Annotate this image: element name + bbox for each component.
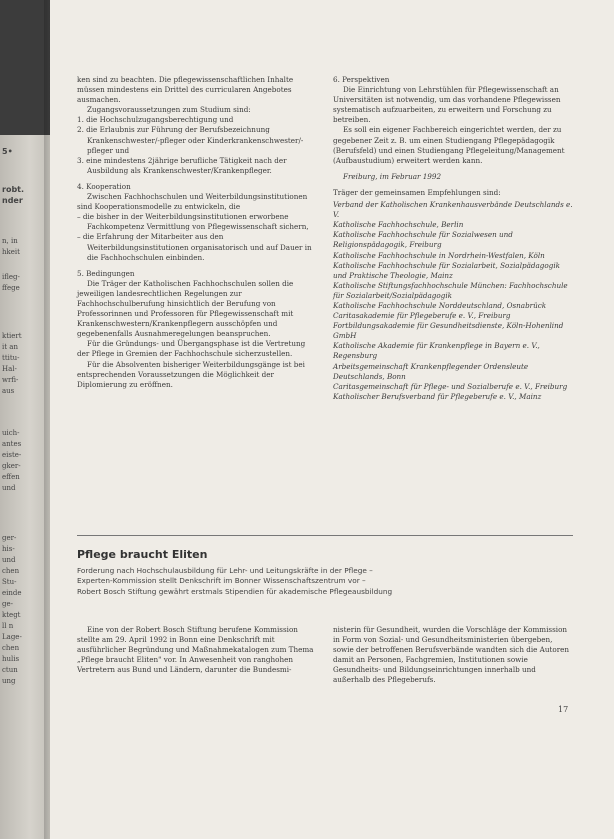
gutter-text-fragment: und xyxy=(2,556,16,564)
gutter-text-fragment: 5• xyxy=(2,147,13,156)
list-item: – die Erfahrung der Mitarbeiter aus den Weiterbildungsinstitutionen organisatorisch und auf Dauer in die Fachhochschulen einbinden. xyxy=(77,232,312,262)
paragraph: Eine von der Robert Bosch Stiftung berufene Kommission stellte am 29. April 1992 in Bonn eine Denkschrift mit ausführlicher Begründung und Maßnahmekatalogen zum Thema „Pflege braucht Eliten" vor. In Anwesenheit von ranghohen Vertretern aus Bund und Ländern, darunter die Bundesmi- xyxy=(77,625,314,675)
gutter-text-fragment: ifleg- xyxy=(2,273,20,281)
left-column xyxy=(77,75,317,390)
gutter-dark-band xyxy=(0,0,50,135)
gutter-text-fragment: Lage- xyxy=(2,633,22,641)
gutter-text-fragment: n, in xyxy=(2,237,18,245)
gutter-text-fragment: einde xyxy=(2,589,22,597)
gutter-text-fragment: ung xyxy=(2,677,16,685)
gutter-text-fragment: chen xyxy=(2,644,20,652)
subtitle-line: Experten-Kommission stellt Denkschrift im Bonner Wissenschaftszentrum vor – xyxy=(77,576,366,586)
signatory: Arbeitsgemeinschaft Krankenpflegender Ordensleute Deutschlands, Bonn xyxy=(333,361,529,381)
article-title: Pflege braucht Eliten xyxy=(77,548,208,561)
gutter-text-fragment: hkeit xyxy=(2,248,20,256)
gutter-text-fragment: chen xyxy=(2,567,20,575)
list-item: 2. die Erlaubnis zur Führung der Berufsbezeichnung Krankenschwester/-pfleger oder Kinderkrankenschwester/-pfleger und xyxy=(77,125,304,155)
list-item: 3. eine mindestens 2jährige berufliche Tätigkeit nach der Ausbildung als Krankenschwester/Krankenpfleger. xyxy=(77,155,287,175)
article-subtitle xyxy=(77,566,577,597)
gutter-text-fragment: gker- xyxy=(2,462,21,470)
list-item: 1. die Hochschulzugangsberechtigung und xyxy=(77,115,234,125)
gutter-text-fragment: wrfi- xyxy=(2,376,19,384)
gutter-text-fragment: it an xyxy=(2,343,18,351)
subtitle-line: Robert Bosch Stiftung gewährt erstmals Stipendien für akademische Pflegeausbildung xyxy=(77,586,393,596)
gutter-text-fragment: Hal- xyxy=(2,365,17,373)
signatory: Katholischer Berufsverband für Pflegeberufe e. V., Mainz xyxy=(333,391,542,401)
signatory: Katholische Fachhochschule für Sozialarbeit, Sozialpädagogik und Praktische Theologie, Mainz xyxy=(333,260,560,280)
gutter-text-fragment: hulis xyxy=(2,655,20,663)
signatory: Caritasakademie für Pflegeberufe e. V., Freiburg xyxy=(333,311,511,321)
gutter-text-fragment: antes xyxy=(2,440,22,448)
page-number: 17 xyxy=(558,705,569,714)
signatory: Katholische Fachhochschule für Sozialwesen und Religionspädagogik, Freiburg xyxy=(333,230,513,250)
gutter-text-fragment: his- xyxy=(2,545,15,553)
gutter-text-fragment: ktiert xyxy=(2,332,22,340)
gutter-text-fragment: nder xyxy=(2,196,23,205)
gutter-text-fragment: robt. xyxy=(2,185,25,194)
signatory: Katholische Fachhochschule Norddeutschland, Osnabrück xyxy=(333,300,547,310)
section-divider xyxy=(77,535,573,536)
right-column xyxy=(333,75,573,402)
list-item: – die bisher in der Weiterbildungsinstitutionen erworbene Fachkompetenz Vermittlung von Pflegewissenschaft sichern, xyxy=(77,212,309,232)
gutter-text-fragment: effen xyxy=(2,473,20,481)
paragraph: Zwischen Fachhochschulen und Weiterbildungsinstitutionen sind Kooperationsmodelle zu entwickeln, die xyxy=(77,192,308,212)
gutter-text-fragment: eiste- xyxy=(2,451,22,459)
signatories-intro: Träger der gemeinsamen Empfehlungen sind: xyxy=(333,187,501,197)
paragraph: Die Einrichtung von Lehrstühlen für Pflegewissenschaft an Universitäten ist notwendig, um das vorhandene Pflegewissen systematisch aufzuarbeiten, zu erweitern und Forschung zu betreiben. xyxy=(333,85,561,125)
paragraph: Es soll ein eigener Fachbereich eingerichtet werden, der zu gegebener Zeit z. B. um einen Studiengang Pflegepädagogik (Berufsfeld) und einen Studiengang Pflegeleitung/Management (Aufbaustudium) erweitert werden kann. xyxy=(333,125,565,165)
signatories-list xyxy=(333,200,573,402)
paragraph: Die Träger der Katholischen Fachhochschulen sollen die jeweiligen landesrechtlichen Regelungen zur Fachhochschulberufung hinsichtlich der Berufung von Professorinnen und Professoren für Pflegewissenschaft mit Krankenschwestern/Krankenpflegern ausschöpfen und gegebenenfalls Ausnahmeregelungen beanspruchen. xyxy=(77,278,294,339)
gutter-text-fragment: ktegt xyxy=(2,611,21,619)
section-heading: 6. Perspektiven xyxy=(333,75,390,84)
gutter-text-fragment: uich- xyxy=(2,429,20,437)
signatory: Fortbildungsakademie für Gesundheitsdienste, Köln-Hohenlind GmbH xyxy=(333,321,564,341)
signatory: Katholische Fachhochschule, Berlin xyxy=(333,220,464,230)
gutter-text-fragment: ge- xyxy=(2,600,13,608)
gutter-text-fragment: ffege xyxy=(2,284,20,292)
signatory: Caritasgemeinschaft für Pflege- und Sozialberufe e. V., Freiburg xyxy=(333,381,568,391)
gutter-text-fragment: ttitu- xyxy=(2,354,20,362)
paragraph: Für die Absolventen bisheriger Weiterbildungsgänge ist bei entsprechenden Voraussetzungen die Möglichkeit der Diplomierung zu eröffnen. xyxy=(77,359,305,389)
gutter-text-fragment: Stu- xyxy=(2,578,17,586)
gutter-text-fragment: ger- xyxy=(2,534,17,542)
signatory: Katholische Fachhochschule in Nordrhein-Westfalen, Köln xyxy=(333,250,545,260)
section-heading: 4. Kooperation xyxy=(77,181,131,191)
date-line: Freiburg, im Februar 1992 xyxy=(343,171,442,181)
paragraph: Zugangsvoraussetzungen zum Studium sind: xyxy=(87,105,251,115)
article-body-left xyxy=(77,625,317,675)
signatory: Katholische Akademie für Krankenpflege in Bayern e. V., Regensburg xyxy=(333,341,540,361)
section-heading: 5. Bedingungen xyxy=(77,268,135,278)
gutter-text-fragment: ctun xyxy=(2,666,18,674)
paragraph: Für die Gründungs- und Übergangsphase ist die Vertretung der Pflege in Gremien der Fachhochschule sicherzustellen. xyxy=(77,339,306,359)
adjacent-page-gutter xyxy=(0,0,50,839)
article-body-right xyxy=(333,625,573,686)
paragraph: ken sind zu beachten. Die pflegewissenschaftlichen Inhalte müssen mindestens ein Drittel des curricularen Angebotes ausmachen. xyxy=(77,75,294,105)
paragraph: nisterin für Gesundheit, wurden die Vorschläge der Kommission in Form von Sozial- und Gesundheitsministerien übergeben, sowie der betroffenen Berufsverbände wandten sich die Autoren damit an Personen, Fachgremien, Institutionen sowie Gesundheits- und Bildungseinrichtungen innerhalb und außerhalb des Pflegeberufs. xyxy=(333,625,570,685)
gutter-text-fragment: und xyxy=(2,484,16,492)
gutter-text-fragment: ll n xyxy=(2,622,14,630)
signatory: Katholische Stiftungsfachhochschule München: Fachhochschule für Sozialarbeit/Sozialpädagogik xyxy=(333,280,568,300)
signatory: Verband der Katholischen Krankenhausverbände Deutschlands e. V. xyxy=(333,200,573,220)
gutter-text-fragment: aus xyxy=(2,387,15,395)
subtitle-line: Forderung nach Hochschulausbildung für Lehr- und Leitungskräfte in der Pflege – xyxy=(77,566,373,575)
